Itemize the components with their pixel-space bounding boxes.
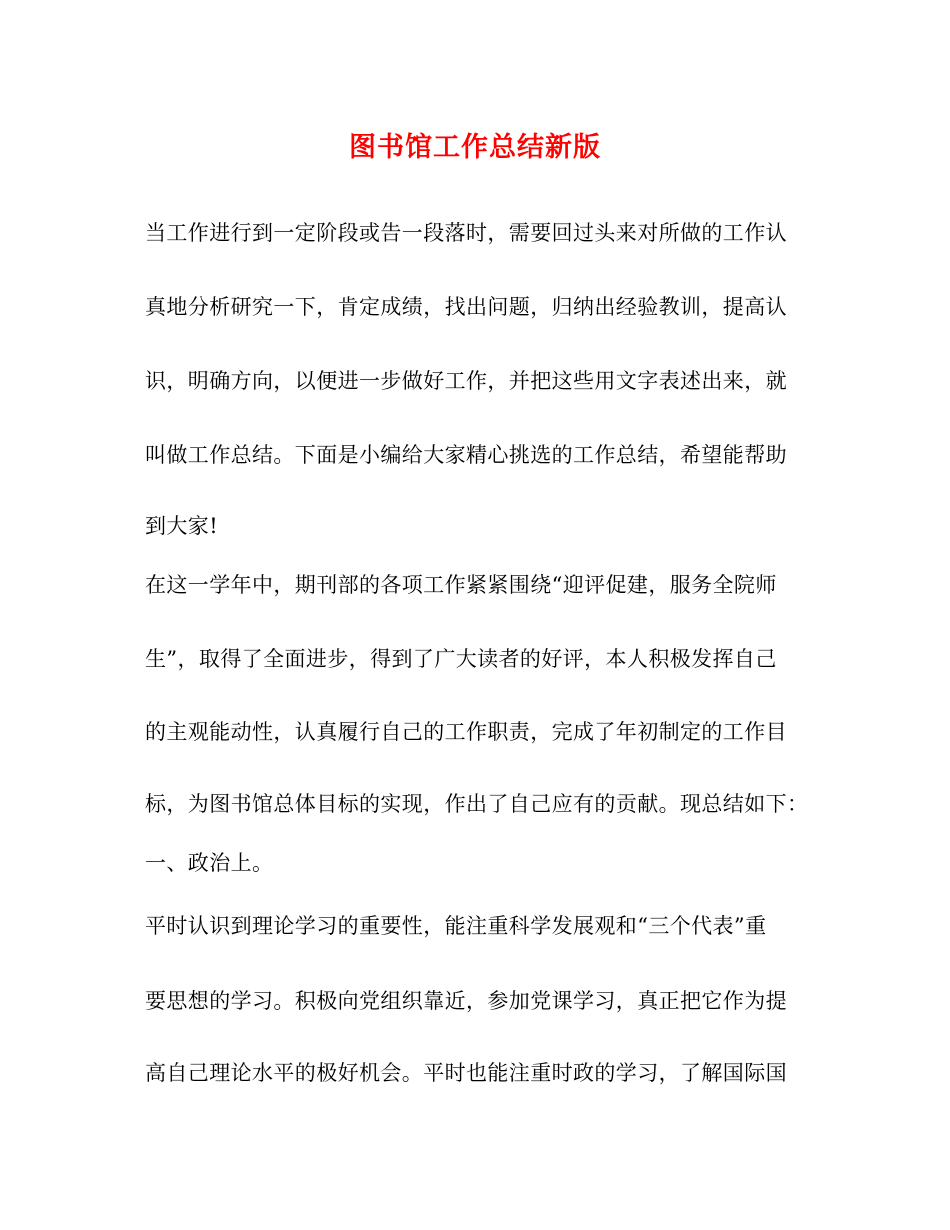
document-title: 图书馆工作总结新版 [349,132,601,163]
section-heading: 一、政治上。 [145,851,274,875]
paragraph-line: 叫做工作总结。下面是小编给大家精心挑选的工作总结，希望能帮助 [145,443,787,467]
paragraph-line: 标，为图书馆总体目标的实现，作出了自己应有的贡献。现总结如下： [145,792,809,816]
paragraph-line: 的主观能动性，认真履行自己的工作职责，完成了年初制定的工作目 [145,720,787,744]
paragraph-line: 在这一学年中，期刊部的各项工作紧紧围绕“迎评促建，服务全院师 [145,573,777,597]
paragraph-line: 高自己理论水平的极好机会。平时也能注重时政的学习，了解国际国 [145,1061,787,1085]
paragraph-line: 当工作进行到一定阶段或告一段落时，需要回过头来对所做的工作认 [145,221,787,245]
paragraph-line: 生”，取得了全面进步，得到了广大读者的好评，本人积极发挥自己 [145,647,777,671]
paragraph-line: 平时认识到理论学习的重要性，能注重科学发展观和“三个代表”重 [145,914,767,938]
paragraph-line: 识，明确方向，以便进一步做好工作，并把这些用文字表述出来，就 [145,369,787,393]
paragraph-line: 真地分析研究一下，肯定成绩，找出问题，归纳出经验教训，提高认 [145,295,787,319]
paragraph-line: 要思想的学习。积极向党组织靠近，参加党课学习，真正把它作为提 [145,989,787,1013]
paragraph-line: 到大家! [145,514,219,538]
